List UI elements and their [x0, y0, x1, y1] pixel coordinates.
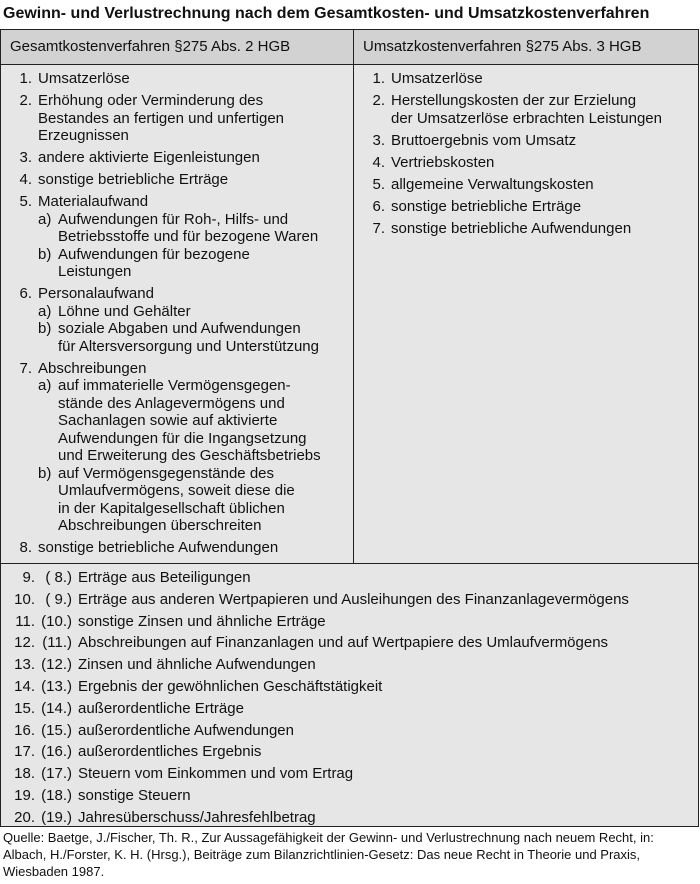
sub-item	[38, 303, 353, 321]
list-item	[1, 765, 698, 783]
item-number: 3.	[372, 131, 385, 149]
item-number: 8.	[19, 539, 32, 556]
list-item	[354, 176, 698, 194]
line: und Erweiterung des Geschäftsbetriebs	[58, 447, 321, 464]
list-item	[1, 360, 353, 535]
item-number: 2.	[372, 92, 385, 109]
sub-text	[58, 320, 353, 355]
line: in der Kapitalgesellschaft üblichen	[58, 499, 285, 517]
list-item	[1, 656, 698, 674]
common-items-list	[1, 564, 698, 826]
item-number: 7.	[372, 219, 385, 237]
header-umsatzkostenverfahren: Umsatzkostenverfahren §275 Abs. 3 HGB	[363, 38, 642, 55]
alt-number: (12.)	[41, 656, 72, 674]
item-text	[391, 198, 698, 216]
item-text	[38, 92, 353, 145]
list-item	[354, 220, 698, 238]
item-number: 6.	[372, 197, 385, 215]
item-text	[38, 171, 353, 189]
item-number: 4.	[19, 171, 32, 188]
alt-number: (16.)	[41, 743, 72, 761]
columns	[1, 65, 698, 564]
item-number: 19.	[14, 786, 35, 804]
source-note: Quelle: Baetge, J./Fischer, Th. R., Zur Aussagefähigkeit der Gewinn- und Verlustrechnung nach neuem Recht, in: Albach, H./Forster, K. H. (Hrsg.), Beiträge zum Bilanzrichtlinien-Gesetz: Das neue Recht in Theorie und Praxis, Wiesbaden 1987.	[3, 830, 654, 879]
item-text: Jahresüberschuss/Jahresfehlbetrag	[78, 808, 316, 826]
line: Bestandes an fertigen und unfertigen	[38, 109, 285, 127]
item-text	[38, 149, 353, 167]
list-item	[1, 569, 698, 587]
list-item	[1, 70, 353, 88]
item-text: sonstige Steuern	[78, 786, 191, 804]
item-text: Steuern vom Einkommen und vom Ertrag	[78, 765, 354, 783]
list-item	[1, 193, 353, 281]
alt-number: (18.)	[41, 786, 72, 804]
item-number: 4.	[372, 153, 385, 171]
item-body	[38, 171, 353, 189]
sub-item	[38, 377, 353, 465]
line: auf Vermögensgegenstände des	[58, 464, 274, 482]
line: Umsatzerlöse	[38, 70, 130, 87]
line: allgemeine Verwaltungskosten	[391, 175, 594, 193]
sub-letter: b)	[38, 464, 52, 482]
list-item	[1, 634, 698, 652]
item-text	[38, 285, 353, 303]
line: andere aktivierte Eigenleistungen	[38, 149, 260, 166]
item-text: Ergebnis der gewöhnlichen Geschäftstätigkeit	[78, 677, 383, 695]
item-body	[38, 149, 353, 167]
list-item	[1, 285, 353, 355]
line: stände des Anlagevermögens und	[58, 394, 285, 412]
sub-text	[58, 211, 353, 246]
list-item	[354, 154, 698, 172]
list-item	[1, 171, 353, 189]
item-text: außerordentliche Aufwendungen	[78, 721, 294, 739]
item-number: 2.	[19, 92, 32, 109]
line: Leistungen	[58, 263, 132, 280]
alt-number: (17.)	[41, 765, 72, 783]
item-text	[391, 70, 698, 88]
list-item	[1, 613, 698, 631]
line: Vertriebskosten	[391, 153, 495, 171]
sub-item	[38, 465, 353, 535]
list-item	[1, 149, 353, 167]
line: Umsatzerlöse	[391, 70, 483, 87]
item-body	[38, 92, 353, 145]
item-number: 6.	[19, 285, 32, 302]
line: sonstige betriebliche Erträge	[391, 197, 582, 215]
item-text	[391, 176, 698, 194]
table-header	[1, 30, 698, 65]
item-text: Zinsen und ähnliche Aufwendungen	[78, 656, 316, 674]
list-item	[1, 809, 698, 827]
item-number: 1.	[372, 70, 385, 87]
line: Materialaufwand	[38, 193, 149, 210]
item-number: 14.	[14, 677, 35, 695]
item-body	[38, 360, 353, 535]
alt-number: (10.)	[41, 612, 72, 630]
header-gesamtkostenverfahren: Gesamtkostenverfahren §275 Abs. 2 HGB	[1, 30, 354, 64]
item-text: außerordentliches Ergebnis	[78, 743, 262, 761]
list-item	[1, 539, 353, 557]
list-item	[1, 787, 698, 805]
list-item	[354, 70, 698, 88]
gesamtkosten-list	[1, 65, 354, 563]
item-number: 5.	[19, 193, 32, 210]
sub-text	[58, 377, 353, 465]
item-text	[38, 70, 353, 88]
sub-letter: b)	[38, 320, 52, 337]
item-number: 9.	[22, 569, 35, 586]
list-item	[1, 591, 698, 609]
item-number: 18.	[14, 765, 35, 783]
item-number: 10.	[14, 590, 35, 608]
sub-text	[58, 303, 353, 321]
list-item	[1, 92, 353, 145]
line: Aufwendungen für Roh-, Hilfs- und	[58, 210, 289, 228]
alt-number: ( 8.)	[45, 569, 72, 586]
line: Aufwendungen für die Ingangsetzung	[58, 429, 307, 447]
guv-table	[0, 29, 699, 827]
sub-item	[38, 246, 353, 281]
line: soziale Abgaben und Aufwendungen	[58, 320, 301, 337]
alt-number: (19.)	[41, 808, 72, 826]
list-item	[1, 678, 698, 696]
item-text	[38, 360, 353, 378]
list-item	[1, 722, 698, 740]
line: Sachanlagen sowie auf aktivierte	[58, 412, 278, 429]
sub-text	[58, 246, 353, 281]
item-number: 3.	[19, 149, 32, 166]
line: Umlaufvermögens, soweit diese die	[58, 482, 295, 499]
item-body	[38, 70, 353, 88]
alt-number: (13.)	[41, 677, 72, 695]
line: Aufwendungen für bezogene	[58, 245, 250, 263]
line: Herstellungskosten der zur Erzielung	[391, 92, 637, 109]
sub-item	[38, 320, 353, 355]
item-text	[391, 92, 698, 127]
item-text	[38, 539, 353, 557]
item-number: 17.	[14, 743, 35, 761]
list-item	[354, 132, 698, 150]
item-number: 1.	[19, 70, 32, 87]
sub-letter: a)	[38, 210, 52, 228]
alt-number: ( 9.)	[45, 590, 72, 608]
item-text: Erträge aus Beteiligungen	[78, 569, 251, 586]
item-body	[38, 539, 353, 557]
alt-number: (14.)	[41, 699, 72, 717]
sub-item	[38, 211, 353, 246]
item-text: Erträge aus anderen Wertpapieren und Ausleihungen des Finanzanlagevermögens	[78, 590, 629, 608]
item-number: 7.	[19, 359, 32, 377]
line: der Umsatzerlöse erbrachten Leistungen	[391, 109, 662, 127]
item-number: 16.	[14, 721, 35, 739]
list-item	[1, 743, 698, 761]
line: auf immaterielle Vermögensgegen-	[58, 377, 291, 394]
line: sonstige betriebliche Aufwendungen	[391, 219, 632, 237]
item-body	[38, 285, 353, 355]
line: Löhne und Gehälter	[58, 302, 191, 320]
item-text	[38, 193, 353, 211]
alt-number: (15.)	[41, 721, 72, 739]
line: sonstige betriebliche Erträge	[38, 171, 229, 188]
line: Betriebsstoffe und für bezogene Waren	[58, 228, 319, 245]
alt-number: (11.)	[42, 634, 72, 652]
item-text	[391, 220, 698, 238]
list-item	[354, 92, 698, 127]
page-title: Gewinn- und Verlustrechnung nach dem Gesamtkosten- und Umsatzkostenverfahren	[3, 5, 650, 22]
item-text	[391, 154, 698, 172]
sub-text	[58, 465, 353, 535]
line: Bruttoergebnis vom Umsatz	[391, 131, 577, 149]
item-text: sonstige Zinsen und ähnliche Erträge	[78, 612, 326, 630]
line: Erhöhung oder Verminderung des	[38, 92, 264, 109]
umsatzkosten-list	[354, 65, 698, 563]
list-item	[1, 700, 698, 718]
line: Abschreibungen	[38, 359, 147, 377]
line: Erzeugnissen	[38, 127, 129, 144]
item-number: 13.	[14, 656, 35, 674]
item-text: außerordentliche Erträge	[78, 699, 244, 717]
item-body	[38, 193, 353, 281]
item-number: 5.	[372, 175, 385, 193]
line: Personalaufwand	[38, 285, 154, 302]
item-number: 12.	[14, 634, 35, 652]
item-number: 20.	[14, 808, 35, 826]
item-number: 11.	[15, 612, 35, 630]
line: für Altersversorgung und Unterstützung	[58, 337, 319, 355]
list-item	[354, 198, 698, 216]
line: sonstige betriebliche Aufwendungen	[38, 539, 279, 556]
line: Abschreibungen überschreiten	[58, 517, 262, 534]
sub-letter: a)	[38, 377, 52, 394]
item-text	[391, 132, 698, 150]
item-number: 15.	[14, 699, 35, 717]
item-text: Abschreibungen auf Finanzanlagen und auf Wertpapiere des Umlaufvermögens	[78, 634, 609, 652]
sub-letter: a)	[38, 302, 52, 320]
sub-letter: b)	[38, 245, 52, 263]
